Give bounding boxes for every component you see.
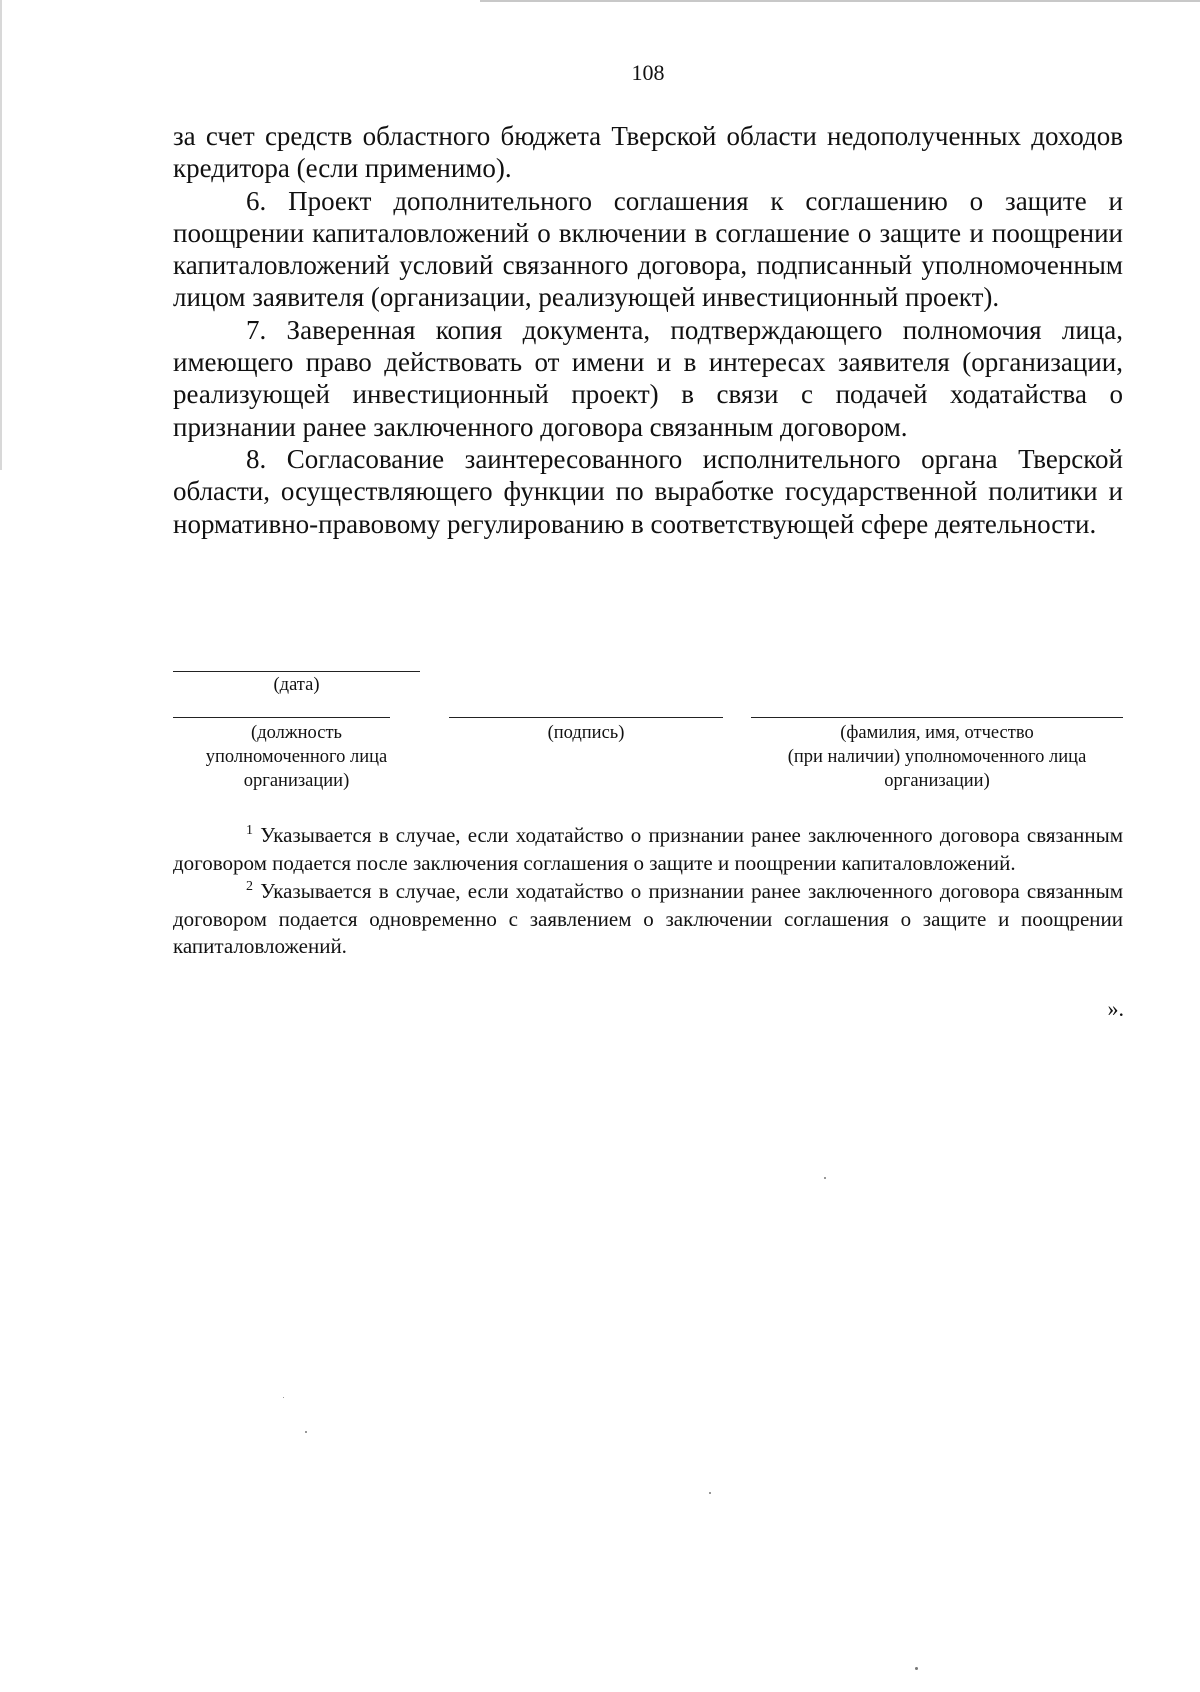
scan-speck xyxy=(283,1397,284,1398)
paragraph-item-8: 8. Согласование заинтересованного исполнительного органа Тверской области, осуществляющего функции по выработке государственной политики и нормативно-правовому регулированию в соответствующей сфере деятельности. xyxy=(173,443,1123,539)
footnote-marker: 1 xyxy=(246,823,253,838)
position-line xyxy=(173,717,390,718)
scan-speck xyxy=(915,1667,918,1670)
paragraph-continuation: за счет средств областного бюджета Тверской области недополученных доходов кредитора (если применимо). xyxy=(173,121,1123,184)
scan-speck xyxy=(305,1431,307,1433)
footnote-1 xyxy=(173,822,1123,877)
scan-edge-top xyxy=(480,0,1200,2)
closing-quote: ». xyxy=(1107,996,1124,1021)
name-caption: (фамилия, имя, отчество (при наличии) уполномоченного лица организации) xyxy=(787,723,1087,791)
footnote-text: Указывается в случае, если ходатайство о признании ранее заключенного договора связанным договором подается одновременно с заявлением о заключении соглашения о защите и поощрении капиталовложений. xyxy=(173,879,1124,958)
scan-speck xyxy=(709,1492,711,1494)
footnotes xyxy=(173,822,1123,962)
position-caption: (должность уполномоченного лица организации) xyxy=(205,723,388,791)
page-number: 108 xyxy=(631,60,665,85)
paragraph-item-6: 6. Проект дополнительного соглашения к соглашению о защите и поощрении капиталовложений о включении в соглашение о защите и поощрении капиталовложений условий связанного договора, подписанный уполномоченным лицом заявителя (организации, реализующей инвестиционный проект). xyxy=(173,185,1123,313)
date-caption: (дата) xyxy=(273,675,320,695)
signature-line xyxy=(449,717,723,718)
footnote-text: Указывается в случае, если ходатайство о признании ранее заключенного договора связанным договором подается после заключения соглашения о защите и поощрении капиталовложений. xyxy=(173,823,1124,875)
scan-speck xyxy=(824,1177,826,1179)
name-line xyxy=(751,717,1123,718)
footnote-marker: 2 xyxy=(246,879,253,894)
footnote-2 xyxy=(173,878,1123,961)
date-line xyxy=(173,671,420,672)
signature-caption: (подпись) xyxy=(547,723,625,743)
document-body xyxy=(173,120,1123,540)
paragraph-item-7: 7. Заверенная копия документа, подтверждающего полномочия лица, имеющего право действовать от имени и в интересах заявителя (организации, реализующей инвестиционный проект) в связи с подачей ходатайства о признании ранее заключенного договора связанным договором. xyxy=(173,314,1123,442)
